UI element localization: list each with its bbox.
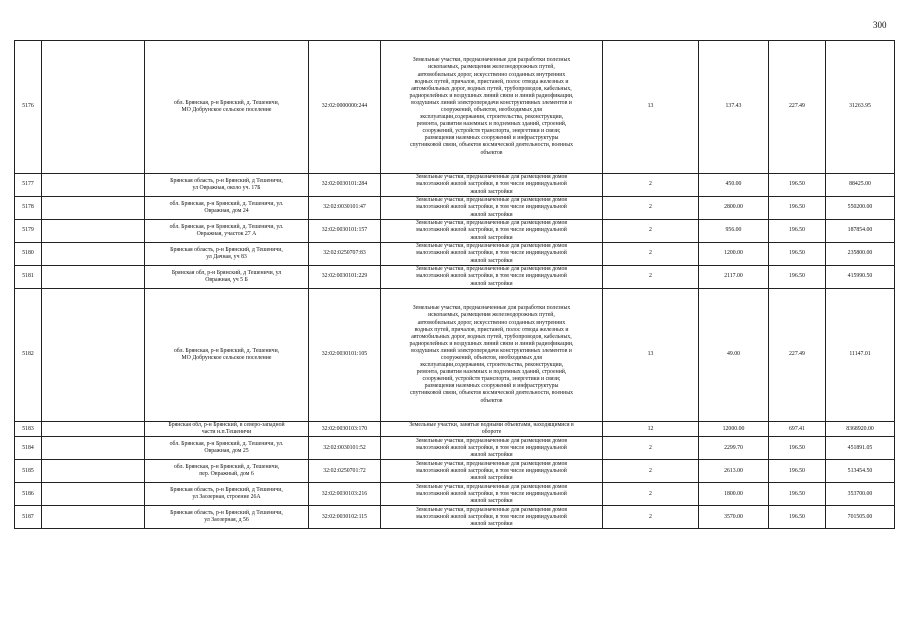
purpose-cell: Земельные участки, предназначенные для размещения домов малоэтажной жилой застройки, в том числе индивидуальной жилой застройки <box>381 437 603 460</box>
empty-cell <box>42 483 145 506</box>
cadastral-number-cell: 32:02:0250701:72 <box>309 460 381 483</box>
specific-value-cell: 227.49 <box>769 41 826 174</box>
specific-value-cell: 196.50 <box>769 220 826 243</box>
purpose-cell: Земельные участки, предназначенные для размещения домов малоэтажной жилой застройки, в том числе индивидуальной жилой застройки <box>381 197 603 220</box>
row-number: 5179 <box>15 220 42 243</box>
cadastral-value-cell: 701505.00 <box>826 506 895 529</box>
area-cell: 2613.00 <box>699 460 769 483</box>
cadastral-value-cell: 187854.00 <box>826 220 895 243</box>
cadastral-number-cell: 32:02:0030103:216 <box>309 483 381 506</box>
purpose-cell: Земельные участки, предназначенные для разработки полезных ископаемых, размещения железнодорожных путей, автомобильных дорог, искусственно созданных внутренних водных путей, причалов, пристаней, полос отвода железных и автомобильных дорог, водных путей, трубопроводов, кабельных, радиорелейных и воздушных линий связи и линий радиофикации, воздушных линий электропередачи конструктивных элементов и сооружений, объектов, необходимых для эксплуатации,содержания, строительства, реконструкции, ремонта, развития наземных и подземных зданий, строений, сооружений, устройств транспорта, энергетики и связи; размещения наземных сооружений и инфраструктуры спутниковой связи, объектов космической деятельности, военных объектов <box>381 289 603 422</box>
address-cell: обл. Брянская, р-н Брянский, д. Тешеничи, ул. Овражная, участок 27 А <box>145 220 309 243</box>
row-number: 5186 <box>15 483 42 506</box>
specific-value-cell: 196.50 <box>769 197 826 220</box>
cadastral-value-cell: 415990.50 <box>826 266 895 289</box>
specific-value-cell: 227.49 <box>769 289 826 422</box>
purpose-cell: Земельные участки, предназначенные для размещения домов малоэтажной жилой застройки, в том числе индивидуальной жилой застройки <box>381 506 603 529</box>
row-number: 5177 <box>15 174 42 197</box>
group-code-cell: 2 <box>603 243 699 266</box>
area-cell: 49.00 <box>699 289 769 422</box>
cadastral-value-cell: 11147.01 <box>826 289 895 422</box>
empty-cell <box>42 266 145 289</box>
row-number: 5180 <box>15 243 42 266</box>
cadastral-value-cell: 31263.95 <box>826 41 895 174</box>
group-code-cell: 2 <box>603 197 699 220</box>
group-code-cell: 13 <box>603 289 699 422</box>
table-row <box>15 422 895 437</box>
cadastral-number-cell: 32:02:0250707:83 <box>309 243 381 266</box>
row-number: 5184 <box>15 437 42 460</box>
specific-value-cell: 196.50 <box>769 483 826 506</box>
group-code-cell: 2 <box>603 266 699 289</box>
group-code-cell: 12 <box>603 422 699 437</box>
table-row <box>15 289 895 422</box>
table-row <box>15 197 895 220</box>
address-cell: обл. Брянская, р-н Брянский, д. Тешеничи, ул. Овражная, дом 24 <box>145 197 309 220</box>
cadastral-value-cell: 513454.50 <box>826 460 895 483</box>
cadastral-number-cell: 32:02:0000000:244 <box>309 41 381 174</box>
cadastral-number-cell: 32:02:0030102:115 <box>309 506 381 529</box>
empty-cell <box>42 437 145 460</box>
purpose-cell: Земельные участки, предназначенные для размещения домов малоэтажной жилой застройки, в том числе индивидуальной жилой застройки <box>381 483 603 506</box>
area-cell: 12000.00 <box>699 422 769 437</box>
cadastral-number-cell: 32:02:0030101:52 <box>309 437 381 460</box>
specific-value-cell: 196.50 <box>769 437 826 460</box>
row-number: 5182 <box>15 289 42 422</box>
empty-cell <box>42 289 145 422</box>
row-number: 5178 <box>15 197 42 220</box>
specific-value-cell: 196.50 <box>769 243 826 266</box>
table-row <box>15 460 895 483</box>
cadastral-value-cell: 8368920.00 <box>826 422 895 437</box>
address-cell: Брянская область, р-н Брянский, д Тешеничи, ул Овражная, около уч. 17Б <box>145 174 309 197</box>
empty-cell <box>42 506 145 529</box>
group-code-cell: 2 <box>603 220 699 243</box>
cadastral-number-cell: 32:02:0030103:170 <box>309 422 381 437</box>
empty-cell <box>42 243 145 266</box>
empty-cell <box>42 422 145 437</box>
area-cell: 956.00 <box>699 220 769 243</box>
row-number: 5187 <box>15 506 42 529</box>
specific-value-cell: 196.50 <box>769 266 826 289</box>
group-code-cell: 2 <box>603 483 699 506</box>
group-code-cell: 2 <box>603 437 699 460</box>
address-cell: Брянская область, р-н Брянский, д Тешеничи, ул Дачная, уч 83 <box>145 243 309 266</box>
cadastral-number-cell: 32:02:0030101:229 <box>309 266 381 289</box>
table-row <box>15 220 895 243</box>
area-cell: 2117.00 <box>699 266 769 289</box>
area-cell: 2299.70 <box>699 437 769 460</box>
address-cell: Брянская обл, р-н Брянский, д Тешеничи, ул Овражная, уч 5 Б <box>145 266 309 289</box>
table-row <box>15 41 895 174</box>
group-code-cell: 2 <box>603 174 699 197</box>
table-row <box>15 174 895 197</box>
specific-value-cell: 196.50 <box>769 174 826 197</box>
area-cell: 1200.00 <box>699 243 769 266</box>
table-row <box>15 483 895 506</box>
row-number: 5176 <box>15 41 42 174</box>
specific-value-cell: 196.50 <box>769 460 826 483</box>
group-code-cell: 2 <box>603 506 699 529</box>
cadastral-number-cell: 32:02:0030101:105 <box>309 289 381 422</box>
group-code-cell: 2 <box>603 460 699 483</box>
area-cell: 450.00 <box>699 174 769 197</box>
address-cell: Брянская обл, р-н Брянский, в северо-западной части н.п.Тешеничи <box>145 422 309 437</box>
specific-value-cell: 697.41 <box>769 422 826 437</box>
cadastral-number-cell: 32:02:0030101:284 <box>309 174 381 197</box>
table-row <box>15 506 895 529</box>
address-cell: обл. Брянская, р-н Брянский, д. Тешеничи, пер. Овражный, дом 6 <box>145 460 309 483</box>
address-cell: Брянская область, р-н Брянский, д Тешеничи, ул Заозерная, д 56 <box>145 506 309 529</box>
address-cell: Брянская область, р-н Брянский, д Тешеничи, ул Заозерная, строение 26А <box>145 483 309 506</box>
table-row <box>15 243 895 266</box>
purpose-cell: Земельные участки, предназначенные для размещения домов малоэтажной жилой застройки, в том числе индивидуальной жилой застройки <box>381 266 603 289</box>
address-cell: обл. Брянская, р-н Брянский, д. Тешеничи, ул. Овражная, дом 25 <box>145 437 309 460</box>
area-cell: 3570.00 <box>699 506 769 529</box>
cadastral-value-cell: 550200.00 <box>826 197 895 220</box>
empty-cell <box>42 174 145 197</box>
purpose-cell: Земельные участки, предназначенные для размещения домов малоэтажной жилой застройки, в том числе индивидуальной жилой застройки <box>381 220 603 243</box>
area-cell: 2800.00 <box>699 197 769 220</box>
cadastral-value-cell: 88425.00 <box>826 174 895 197</box>
empty-cell <box>42 41 145 174</box>
table-row <box>15 266 895 289</box>
specific-value-cell: 196.50 <box>769 506 826 529</box>
empty-cell <box>42 197 145 220</box>
cadastral-value-cell: 451891.05 <box>826 437 895 460</box>
purpose-cell: Земельные участки, предназначенные для размещения домов малоэтажной жилой застройки, в том числе индивидуальной жилой застройки <box>381 243 603 266</box>
empty-cell <box>42 460 145 483</box>
purpose-cell: Земельные участки, предназначенные для разработки полезных ископаемых, размещения железнодорожных путей, автомобильных дорог, искусственно созданных внутренних водных путей, причалов, пристаней, полос отвода железных и автомобильных дорог, водных путей, трубопроводов, кабельных, радиорелейных и воздушных линий связи и линий радиофикации, воздушных линий электропередачи конструктивных элементов и сооружений, объектов, необходимых для эксплуатации,содержания, строительства, реконструкции, ремонта, развития наземных и подземных зданий, строений, сооружений, устройств транспорта, энергетики и связи; размещения наземных сооружений и инфраструктуры спутниковой связи, объектов космической деятельности, военных объектов <box>381 41 603 174</box>
cadastral-value-cell: 353700.00 <box>826 483 895 506</box>
cadastral-number-cell: 32:02:0030101:47 <box>309 197 381 220</box>
group-code-cell: 13 <box>603 41 699 174</box>
area-cell: 137.43 <box>699 41 769 174</box>
page-number: 300 <box>873 20 887 30</box>
cadastral-number-cell: 32:02:0030101:157 <box>309 220 381 243</box>
table-row <box>15 437 895 460</box>
row-number: 5185 <box>15 460 42 483</box>
row-number: 5181 <box>15 266 42 289</box>
row-number: 5183 <box>15 422 42 437</box>
address-cell: обл. Брянская, р-н Брянский, д. Тешеничи, МО Добрунское сельское поселение <box>145 289 309 422</box>
purpose-cell: Земельные участки, предназначенные для размещения домов малоэтажной жилой застройки, в том числе индивидуальной жилой застройки <box>381 174 603 197</box>
area-cell: 1800.00 <box>699 483 769 506</box>
cadastral-value-cell: 235800.00 <box>826 243 895 266</box>
table-body <box>15 41 895 529</box>
address-cell: обл. Брянская, р-н Брянский, д. Тешеничи, МО Добрунское сельское поселение <box>145 41 309 174</box>
purpose-cell: Земельные участки, предназначенные для размещения домов малоэтажной жилой застройки, в том числе индивидуальной жилой застройки <box>381 460 603 483</box>
empty-cell <box>42 220 145 243</box>
cadastral-value-table <box>14 40 895 529</box>
purpose-cell: Земельные участки, занятые водными объектами, находящимися в обороте <box>381 422 603 437</box>
